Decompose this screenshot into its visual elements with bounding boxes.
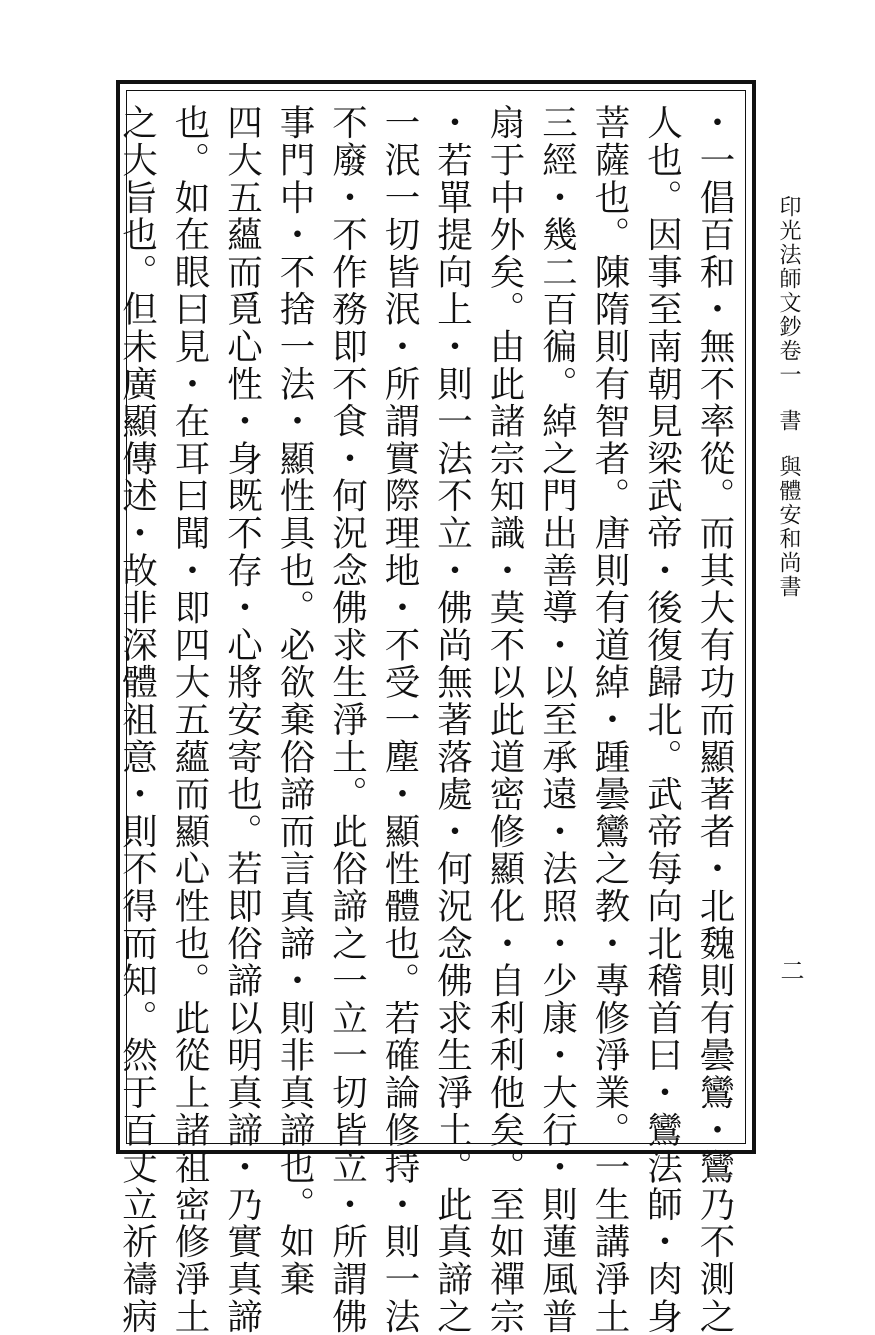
text-column: 之大旨也。但未廣顯傳述・故非深體祖意・則不得而知。然于百丈立祈禱病	[116, 104, 158, 1335]
text-column: 人也。因事至南朝見梁武帝・後復歸北。武帝每向北稽首曰・鸞法師・肉身	[641, 104, 683, 1335]
text-column: 四大五蘊而覓心性・身既不存・心將安寄也。若即俗諦以明真諦・乃實真諦	[221, 104, 263, 1335]
text-column: 不廢・不作務即不食・何況念佛求生淨土。此俗諦之一立一切皆立・所謂佛	[326, 104, 368, 1335]
book-title: 印光法師文鈔卷一	[776, 195, 801, 387]
text-column: 也。如在眼曰見・在耳曰聞・即四大五蘊而顯心性也。此從上諸祖密修淨土	[169, 104, 210, 1335]
text-column: ・若單提向上・則一法不立・佛尚無著落處・何況念佛求生淨土。此真諦之	[431, 104, 473, 1335]
body-text	[116, 104, 740, 1335]
text-column: 三經・幾二百徧。綽之門出善導・以至承遠・法照・少康・大行・則蓮風普	[536, 104, 578, 1335]
running-header	[768, 195, 808, 695]
text-column: ・一倡百和・無不率從。而其大有功而顯著者・北魏則有曇鸞・鸞乃不測之	[694, 104, 735, 1335]
text-column: 菩薩也。陳隋則有智者。唐則有道綽・踵曇鸞之教・專修淨業。一生講淨土	[589, 104, 630, 1335]
text-column: 扇于中外矣。由此諸宗知識・莫不以此道密修顯化・自利利他矣。至如禪宗	[484, 104, 525, 1335]
section-label: 書	[776, 409, 801, 433]
text-column: 事門中・不捨一法・顯性具也。必欲棄俗諦而言真諦・則非真諦也。如棄	[274, 104, 315, 1298]
text-column: 一泯一切皆泯・所謂實際理地・不受一塵・顯性體也。若確論修持・則一法	[379, 104, 420, 1335]
letter-title: 與體安和尚書	[776, 455, 801, 599]
page-number: 二	[776, 958, 804, 982]
